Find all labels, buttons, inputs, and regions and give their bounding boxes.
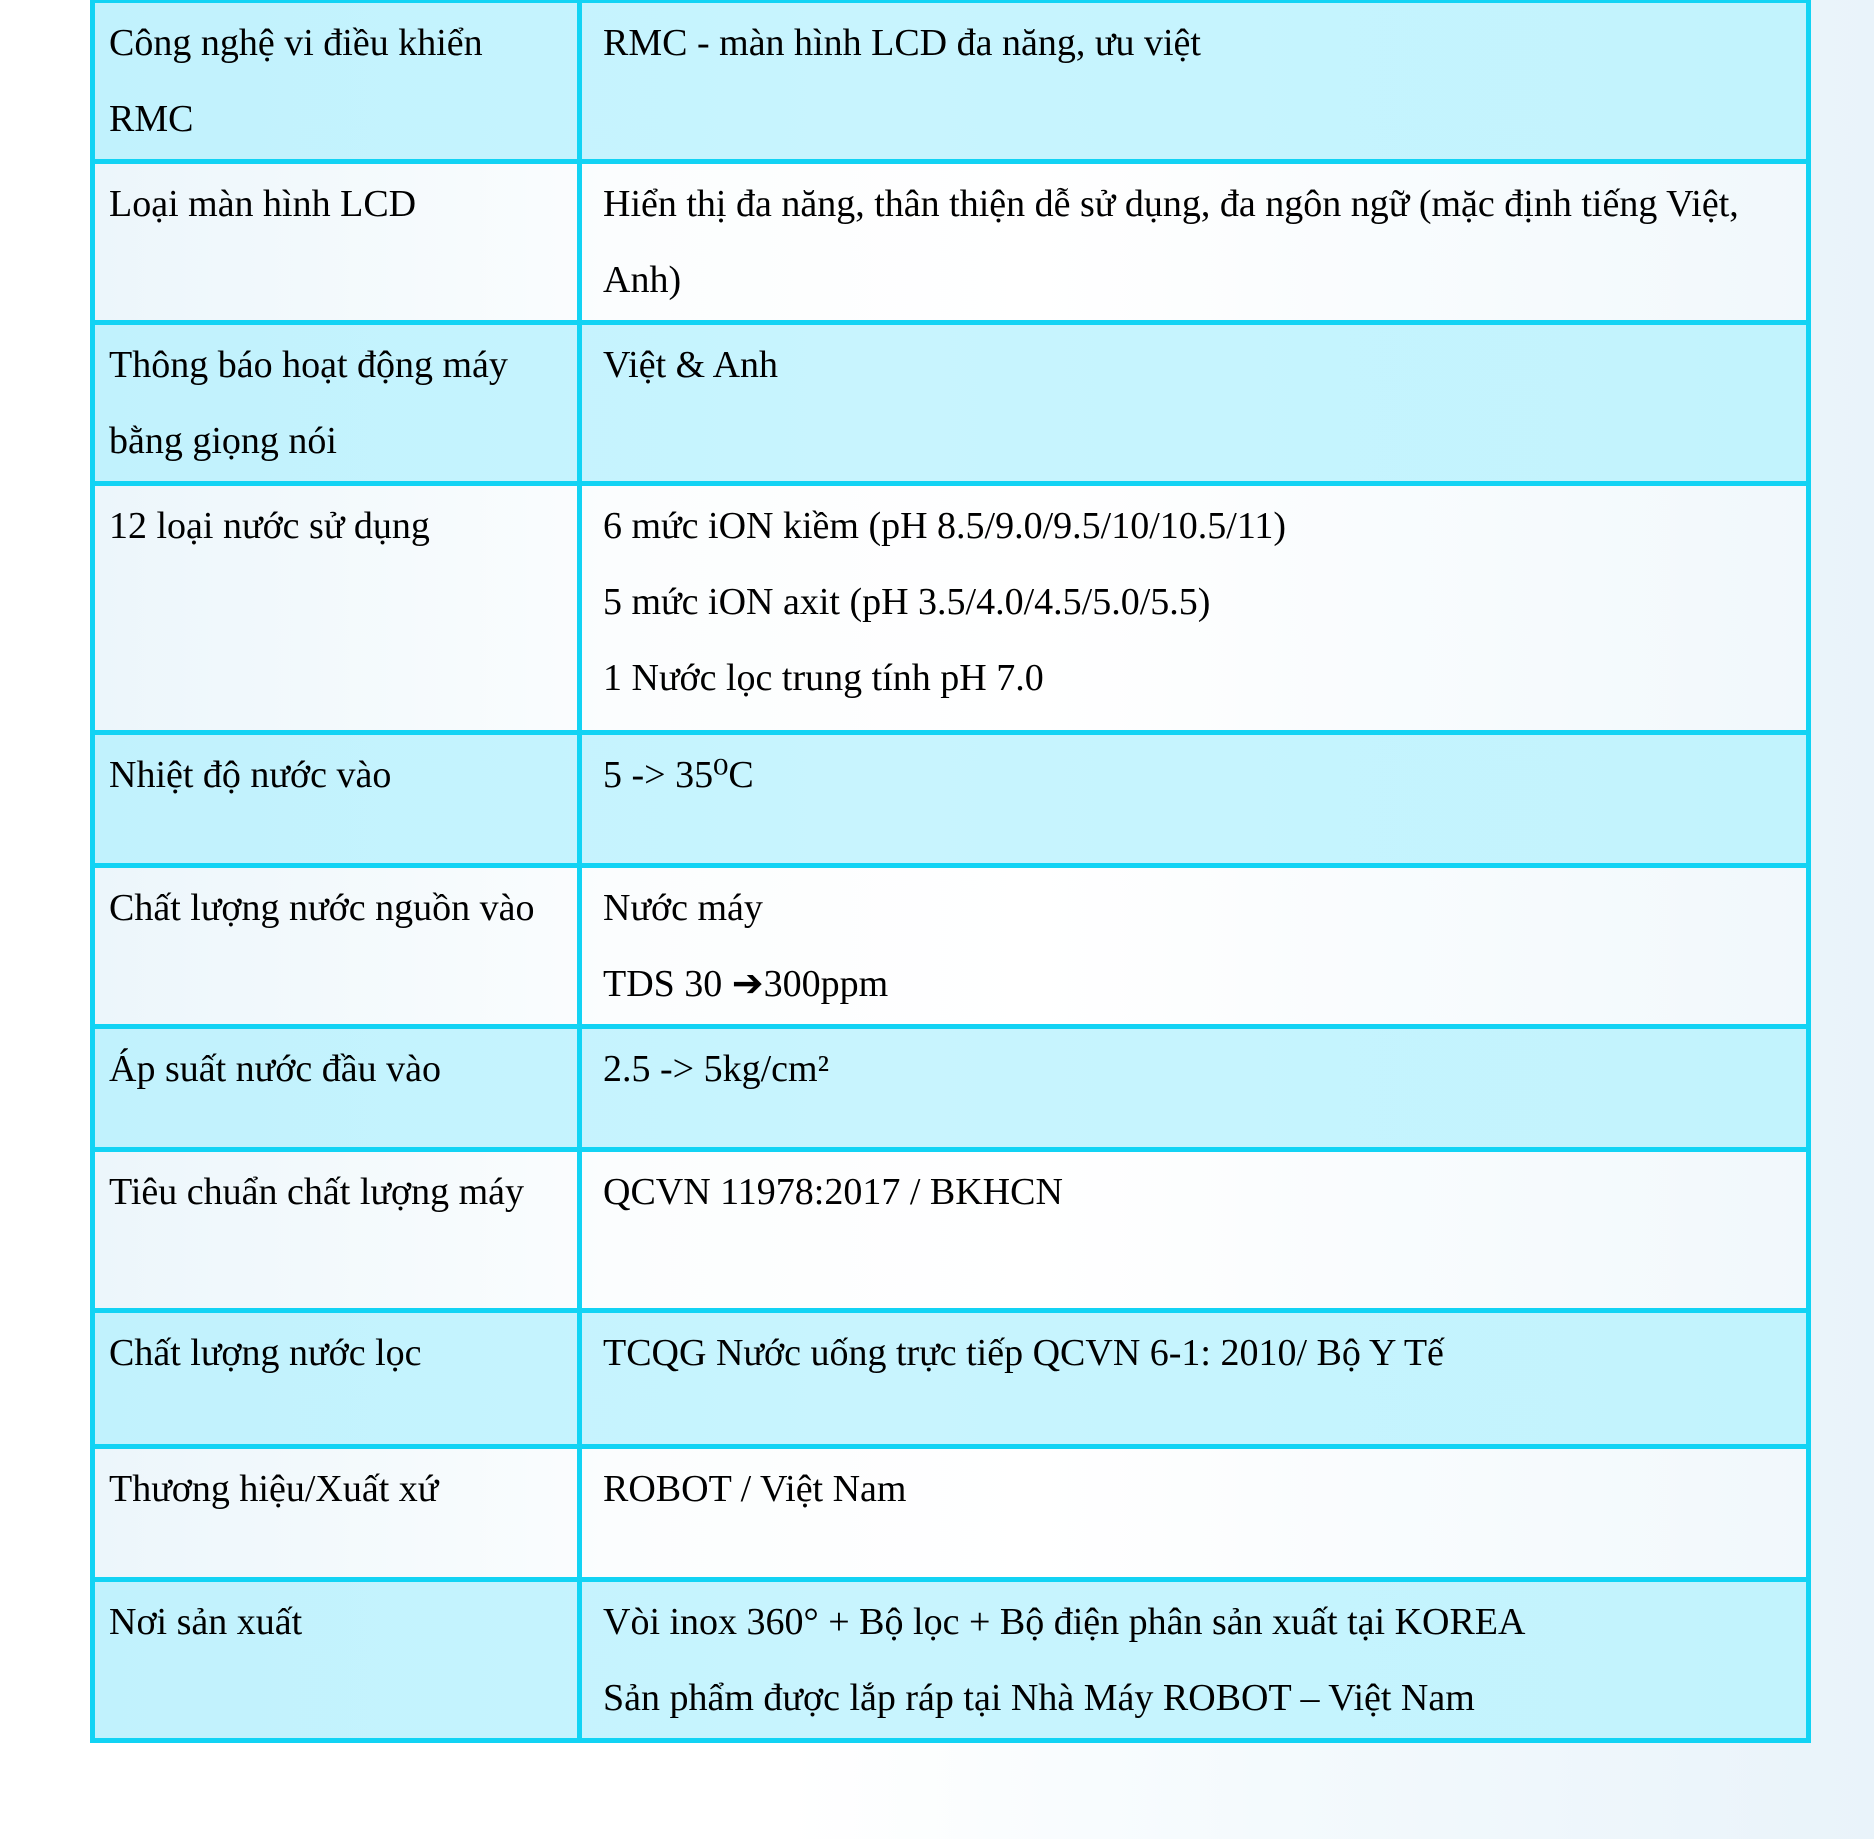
spec-value-line: RMC - màn hình LCD đa năng, ưu việt xyxy=(603,22,1201,64)
table-row xyxy=(93,1580,1809,1741)
spec-label: Loại màn hình LCD xyxy=(93,162,580,323)
spec-value xyxy=(580,866,1809,1027)
spec-label: Thương hiệu/Xuất xứ xyxy=(93,1447,580,1580)
spec-table xyxy=(90,0,1811,1743)
spec-value-line: 2.5 -> 5kg/cm² xyxy=(603,1048,829,1090)
spec-value xyxy=(580,484,1809,733)
spec-value xyxy=(580,1,1809,162)
spec-label: Nơi sản xuất xyxy=(93,1580,580,1741)
table-row xyxy=(93,866,1809,1027)
spec-value-line: 1 Nước lọc trung tính pH 7.0 xyxy=(603,657,1044,699)
table-row xyxy=(93,484,1809,733)
spec-value xyxy=(580,162,1809,323)
spec-value-line: TCQG Nước uống trực tiếp QCVN 6-1: 2010/ Bộ Y Tế xyxy=(603,1332,1444,1374)
spec-value-line: 5 mức iON axit (pH 3.5/4.0/4.5/5.0/5.5) xyxy=(603,581,1211,623)
spec-label: Áp suất nước đầu vào xyxy=(93,1027,580,1150)
spec-value-line: 6 mức iON kiềm (pH 8.5/9.0/9.5/10/10.5/11) xyxy=(603,505,1287,547)
spec-value xyxy=(580,1580,1809,1741)
spec-value-line: Hiển thị đa năng, thân thiện dễ sử dụng, đa ngôn ngữ (mặc định tiếng Việt, Anh) xyxy=(603,183,1739,301)
spec-label: Nhiệt độ nước vào xyxy=(93,733,580,866)
table-row xyxy=(93,323,1809,484)
table-row xyxy=(93,1311,1809,1447)
table-row xyxy=(93,1150,1809,1311)
spec-value-line: Vòi inox 360° + Bộ lọc + Bộ điện phân sản xuất tại KOREA xyxy=(603,1601,1526,1643)
spec-value xyxy=(580,1447,1809,1580)
spec-label: Thông báo hoạt động máy bằng giọng nói xyxy=(93,323,580,484)
spec-label: Chất lượng nước lọc xyxy=(93,1311,580,1447)
spec-value-line: Việt & Anh xyxy=(603,344,779,386)
spec-value-line: Nước máy xyxy=(603,887,763,929)
spec-value-line: Sản phẩm được lắp ráp tại Nhà Máy ROBOT – Việt Nam xyxy=(603,1677,1475,1719)
spec-value xyxy=(580,323,1809,484)
table-row xyxy=(93,1447,1809,1580)
spec-value-line: QCVN 11978:2017 / BKHCN xyxy=(603,1171,1063,1213)
spec-label: Công nghệ vi điều khiển RMC xyxy=(93,1,580,162)
table-row xyxy=(93,733,1809,866)
spec-value-line: ROBOT / Việt Nam xyxy=(603,1468,907,1510)
table-row xyxy=(93,162,1809,323)
spec-value xyxy=(580,733,1809,866)
table-row xyxy=(93,1,1809,162)
spec-value xyxy=(580,1150,1809,1311)
spec-value-line: 5 -> 35⁰C xyxy=(603,754,754,796)
spec-value-line: TDS 30 ➔300ppm xyxy=(603,963,889,1005)
spec-label: Tiêu chuẩn chất lượng máy xyxy=(93,1150,580,1311)
spec-label: Chất lượng nước nguồn vào xyxy=(93,866,580,1027)
spec-value xyxy=(580,1311,1809,1447)
table-row xyxy=(93,1027,1809,1150)
spec-value xyxy=(580,1027,1809,1150)
spec-label: 12 loại nước sử dụng xyxy=(93,484,580,733)
